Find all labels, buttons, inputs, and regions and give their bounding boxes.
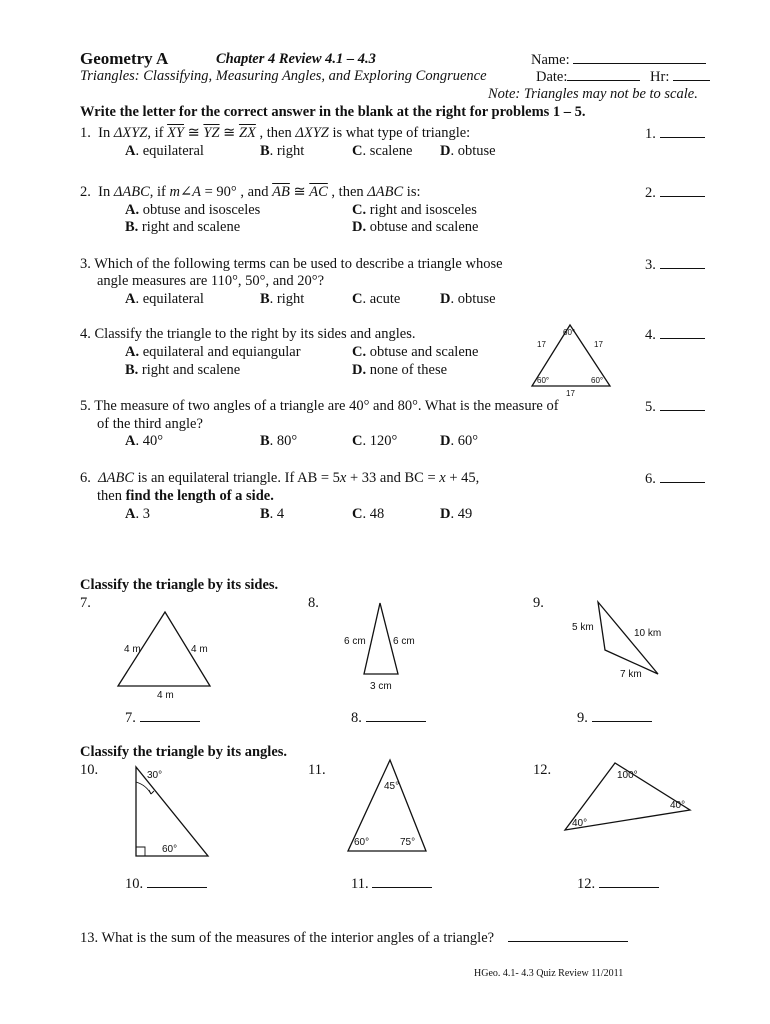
left-angle-label: 40° bbox=[572, 818, 588, 829]
answer-blank-1[interactable] bbox=[645, 125, 705, 143]
question-13 bbox=[80, 929, 628, 947]
choice-text: . 120° bbox=[362, 433, 398, 449]
bottom-angle-label: 60° bbox=[162, 844, 178, 855]
segment-ab: $\overline{AB}$ bbox=[272, 184, 290, 200]
name-label: Name: bbox=[531, 52, 570, 68]
right-side-label: 6 cm bbox=[393, 636, 415, 647]
choice-letter: B bbox=[260, 506, 270, 522]
problem-10-number: 10. bbox=[80, 762, 99, 778]
answer-blank-10[interactable] bbox=[125, 875, 207, 893]
answer-line[interactable] bbox=[660, 256, 705, 269]
problem-8-triangle-figure bbox=[335, 600, 435, 700]
answer-number: 4. bbox=[645, 327, 656, 343]
question-text: Classify the triangle to the right by its sides and angles. bbox=[94, 326, 416, 342]
congruent-symbol: ≅ bbox=[293, 184, 306, 200]
question-text: The measure of two angles of a triangle are 40° and 80°. What is the measure of bbox=[94, 398, 559, 414]
answer-blank-12[interactable] bbox=[577, 875, 659, 893]
scale-note: Note: Triangles may not be to scale. bbox=[488, 86, 698, 102]
question-number: 3. bbox=[80, 256, 91, 272]
q3-choice-c bbox=[352, 291, 400, 308]
answer-number: 3. bbox=[645, 257, 656, 273]
bottom-left-angle-label: 60° bbox=[354, 837, 370, 848]
q4-choice-c bbox=[352, 344, 478, 361]
q6-text-mid: + 33 and BC = bbox=[349, 470, 436, 486]
answer-number: 9. bbox=[577, 710, 588, 726]
answer-blank-9[interactable] bbox=[577, 709, 652, 727]
answer-blank-4[interactable] bbox=[645, 326, 705, 344]
top-angle-arc bbox=[136, 782, 151, 794]
top-angle-label: 45° bbox=[384, 781, 400, 792]
question-4 bbox=[80, 326, 415, 343]
choice-letter: B. bbox=[125, 362, 139, 378]
question-number: 6. bbox=[80, 470, 91, 486]
name-blank[interactable] bbox=[573, 51, 706, 64]
choice-text: . 3 bbox=[135, 506, 150, 522]
choice-text: . obtuse bbox=[450, 143, 496, 159]
choice-text: . 80° bbox=[269, 433, 298, 449]
question-text: 13. What is the sum of the measures of the interior angles of a triangle? bbox=[80, 930, 495, 946]
answer-blank-8[interactable] bbox=[351, 709, 426, 727]
answer-blank-3[interactable] bbox=[645, 256, 705, 274]
footer: HGeo. 4.1- 4.3 Quiz Review 11/2011 bbox=[474, 968, 624, 979]
right-angle-marker-icon bbox=[136, 847, 145, 856]
choice-text: . 49 bbox=[450, 506, 473, 522]
answer-line[interactable] bbox=[366, 709, 426, 722]
q2-angle: m∠A bbox=[169, 184, 201, 200]
q6-text: is an equilateral triangle. If AB = 5 bbox=[137, 470, 340, 486]
q3-choice-b bbox=[260, 291, 304, 308]
answer-line[interactable] bbox=[147, 875, 207, 888]
answer-line[interactable] bbox=[372, 875, 432, 888]
arrow-icon bbox=[149, 790, 154, 794]
q1-choice-b bbox=[260, 143, 304, 160]
choice-letter: A bbox=[125, 143, 136, 159]
date-blank[interactable] bbox=[567, 68, 640, 81]
answer-number: 8. bbox=[351, 710, 362, 726]
date-field[interactable] bbox=[536, 68, 710, 86]
answer-blank-7[interactable] bbox=[125, 709, 200, 727]
answer-number: 2. bbox=[645, 185, 656, 201]
q6-choice-c bbox=[352, 506, 384, 523]
question-number: 2. bbox=[80, 184, 91, 200]
choice-letter: B. bbox=[125, 219, 139, 235]
left-side-label: 17 bbox=[537, 340, 546, 349]
question-number: 1. bbox=[80, 125, 91, 141]
choice-text: . 4 bbox=[269, 506, 285, 522]
choice-text: equilateral and equiangular bbox=[142, 344, 301, 360]
answer-blank-13[interactable] bbox=[508, 929, 628, 942]
chapter-title: Chapter 4 Review 4.1 – 4.3 bbox=[216, 51, 376, 67]
q6-text-then: then bbox=[97, 488, 122, 504]
answer-line[interactable] bbox=[660, 326, 705, 339]
q2-choice-b bbox=[125, 219, 240, 236]
answer-number: 1. bbox=[645, 126, 656, 142]
angles-section-heading: Classify the triangle by its angles. bbox=[80, 744, 288, 760]
choice-letter: B bbox=[260, 291, 270, 307]
question-3 bbox=[80, 256, 503, 273]
answer-blank-5[interactable] bbox=[645, 398, 705, 416]
question-5 bbox=[80, 398, 559, 415]
q2-text-if: , if bbox=[149, 184, 166, 200]
q6-choice-a bbox=[125, 506, 150, 523]
q5-choice-c bbox=[352, 433, 397, 450]
q1-text-in: In bbox=[98, 125, 111, 141]
choice-letter: C bbox=[352, 506, 363, 522]
q1-choice-c bbox=[352, 143, 412, 160]
segment-ac: $\overline{AC}$ bbox=[309, 184, 328, 200]
q2-text-is: is: bbox=[406, 184, 421, 200]
q1-triangle: ΔXYZ bbox=[113, 125, 148, 141]
choice-text: . 60° bbox=[450, 433, 479, 449]
question-6 bbox=[80, 470, 479, 487]
choice-text: obtuse and isosceles bbox=[142, 202, 261, 218]
choice-letter: D. bbox=[352, 362, 367, 378]
choice-letter: B bbox=[260, 143, 270, 159]
choice-letter: A. bbox=[125, 344, 140, 360]
q1-triangle-2: ΔXYZ bbox=[295, 125, 329, 141]
answer-number: 12. bbox=[577, 876, 596, 892]
q1-choice-a bbox=[125, 143, 204, 160]
answer-line[interactable] bbox=[660, 125, 705, 138]
problem-10-triangle-figure bbox=[125, 762, 225, 862]
q6-text-bold: find the length of a side. bbox=[125, 488, 274, 504]
q6-text-end: + 45, bbox=[449, 470, 480, 486]
choice-letter: A bbox=[125, 433, 136, 449]
top-angle-label: 30° bbox=[147, 770, 163, 781]
choice-letter: A bbox=[125, 506, 136, 522]
choice-text: right and scalene bbox=[141, 219, 241, 235]
choice-letter: C bbox=[352, 291, 363, 307]
segment-xy: $\overline{XY}$ bbox=[167, 125, 184, 141]
choice-letter: C. bbox=[352, 344, 367, 360]
question-number: 4. bbox=[80, 326, 91, 342]
q5-choice-a bbox=[125, 433, 163, 450]
q6-triangle: ΔABC bbox=[98, 470, 135, 486]
problem-8-number: 8. bbox=[308, 595, 319, 611]
question-2 bbox=[80, 184, 421, 201]
answer-number: 10. bbox=[125, 876, 144, 892]
problem-12-number: 12. bbox=[533, 762, 552, 778]
question-number: 5. bbox=[80, 398, 91, 414]
answer-line[interactable] bbox=[660, 470, 705, 483]
bottom-left-angle-label: 60° bbox=[537, 376, 550, 385]
answer-number: 6. bbox=[645, 471, 656, 487]
q2-text-eq: = 90° , and bbox=[204, 184, 269, 200]
q3-choice-a bbox=[125, 291, 204, 308]
q1-text-rest: is what type of triangle: bbox=[332, 125, 471, 141]
choice-letter: C bbox=[352, 143, 363, 159]
bottom-side-label: 7 km bbox=[620, 669, 642, 680]
answer-blank-2[interactable] bbox=[645, 184, 705, 202]
q6-var-x: x bbox=[339, 470, 347, 486]
q3-choice-d bbox=[440, 291, 496, 308]
answer-line[interactable] bbox=[599, 875, 659, 888]
instructions: Write the letter for the correct answer in the blank at the right for problems 1 – 5. bbox=[80, 104, 586, 120]
q4-equilateral-triangle-figure bbox=[520, 320, 620, 400]
hr-blank[interactable] bbox=[673, 68, 710, 81]
answer-number: 11. bbox=[351, 876, 369, 892]
choice-letter: A bbox=[125, 291, 136, 307]
choice-text: none of these bbox=[369, 362, 448, 378]
q1-text-if: , if bbox=[147, 125, 164, 141]
choice-text: right and scalene bbox=[141, 362, 241, 378]
choice-letter: D. bbox=[352, 219, 367, 235]
answer-number: 7. bbox=[125, 710, 136, 726]
q6-var-x: x bbox=[439, 470, 446, 486]
choice-text: right and isosceles bbox=[369, 202, 477, 218]
name-field[interactable] bbox=[531, 51, 706, 69]
congruent-symbol: ≅ bbox=[223, 125, 236, 141]
right-side-label: 17 bbox=[594, 340, 603, 349]
q6-choice-b bbox=[260, 506, 284, 523]
question-3-line-2: angle measures are 110°, 50°, and 20°? bbox=[97, 273, 325, 289]
choice-text: . scalene bbox=[362, 143, 413, 159]
answer-blank-11[interactable] bbox=[351, 875, 432, 893]
choice-letter: D bbox=[440, 506, 451, 522]
right-side-label: 10 km bbox=[634, 628, 662, 639]
q1-choice-d bbox=[440, 143, 496, 160]
choice-text: . 48 bbox=[362, 506, 385, 522]
right-angle-label: 40° bbox=[670, 800, 686, 811]
top-angle-label: 100° bbox=[617, 770, 638, 781]
left-side-label: 4 m bbox=[124, 644, 141, 655]
congruent-symbol: ≅ bbox=[187, 125, 200, 141]
problem-7-triangle-figure bbox=[108, 600, 228, 704]
question-6-line-2 bbox=[97, 488, 274, 505]
problem-9-triangle-figure bbox=[565, 596, 705, 686]
q4-choice-b bbox=[125, 362, 240, 379]
bottom-side-label: 17 bbox=[566, 389, 575, 398]
course-title: Geometry A bbox=[80, 49, 169, 68]
segment-yz: $\overline{YZ}$ bbox=[203, 125, 220, 141]
q2-triangle-2: ΔABC bbox=[367, 184, 404, 200]
hr-label: Hr: bbox=[650, 69, 670, 85]
q6-choice-d bbox=[440, 506, 472, 523]
choice-letter: D bbox=[440, 143, 451, 159]
question-5-line-2: of the third angle? bbox=[97, 416, 203, 432]
problem-7-number: 7. bbox=[80, 595, 91, 611]
question-1 bbox=[80, 125, 470, 142]
answer-line[interactable] bbox=[660, 184, 705, 197]
answer-number: 5. bbox=[645, 399, 656, 415]
q2-text-in: In bbox=[98, 184, 111, 200]
problem-11-triangle-figure bbox=[340, 756, 440, 860]
question-text: Which of the following terms can be used to describe a triangle whose bbox=[94, 256, 503, 272]
left-side-label: 6 cm bbox=[344, 636, 366, 647]
q4-choice-a bbox=[125, 344, 301, 361]
choice-letter: D bbox=[440, 291, 451, 307]
q2-text-then: , then bbox=[331, 184, 364, 200]
choice-text: . right bbox=[269, 143, 305, 159]
choice-text: obtuse and scalene bbox=[369, 344, 479, 360]
q5-choice-b bbox=[260, 433, 297, 450]
choice-text: . acute bbox=[362, 291, 401, 307]
problem-11-number: 11. bbox=[308, 762, 326, 778]
choice-text: . 40° bbox=[135, 433, 164, 449]
date-label: Date: bbox=[536, 69, 568, 85]
choice-letter: C bbox=[352, 433, 363, 449]
choice-text: obtuse and scalene bbox=[369, 219, 479, 235]
q1-text-then: , then bbox=[259, 125, 292, 141]
choice-text: . equilateral bbox=[135, 291, 204, 307]
choice-letter: C. bbox=[352, 202, 367, 218]
q2-choice-d bbox=[352, 219, 478, 236]
right-side-label: 4 m bbox=[191, 644, 208, 655]
choice-text: . equilateral bbox=[135, 143, 204, 159]
top-angle-label: 60° bbox=[563, 328, 576, 337]
answer-line[interactable] bbox=[660, 398, 705, 411]
bottom-right-angle-label: 60° bbox=[591, 376, 604, 385]
bottom-side-label: 3 cm bbox=[370, 681, 392, 692]
choice-text: . right bbox=[269, 291, 305, 307]
choice-text: . obtuse bbox=[450, 291, 496, 307]
answer-line[interactable] bbox=[592, 709, 652, 722]
q2-choice-a bbox=[125, 202, 260, 219]
choice-letter: D bbox=[440, 433, 451, 449]
problem-9-number: 9. bbox=[533, 595, 544, 611]
q2-choice-c bbox=[352, 202, 477, 219]
choice-letter: A. bbox=[125, 202, 140, 218]
sides-section-heading: Classify the triangle by its sides. bbox=[80, 577, 279, 593]
answer-blank-6[interactable] bbox=[645, 470, 705, 488]
subtitle: Triangles: Classifying, Measuring Angles, and Exploring Congruence bbox=[80, 68, 487, 84]
choice-letter: B bbox=[260, 433, 270, 449]
top-side-label: 5 km bbox=[572, 622, 594, 633]
q4-choice-d bbox=[352, 362, 447, 379]
problem-12-triangle-figure bbox=[560, 758, 700, 838]
q2-triangle: ΔABC bbox=[113, 184, 150, 200]
bottom-side-label: 4 m bbox=[157, 690, 174, 701]
bottom-right-angle-label: 75° bbox=[400, 837, 416, 848]
answer-line[interactable] bbox=[140, 709, 200, 722]
q5-choice-d bbox=[440, 433, 478, 450]
segment-zx: $\overline{ZX}$ bbox=[238, 125, 256, 141]
